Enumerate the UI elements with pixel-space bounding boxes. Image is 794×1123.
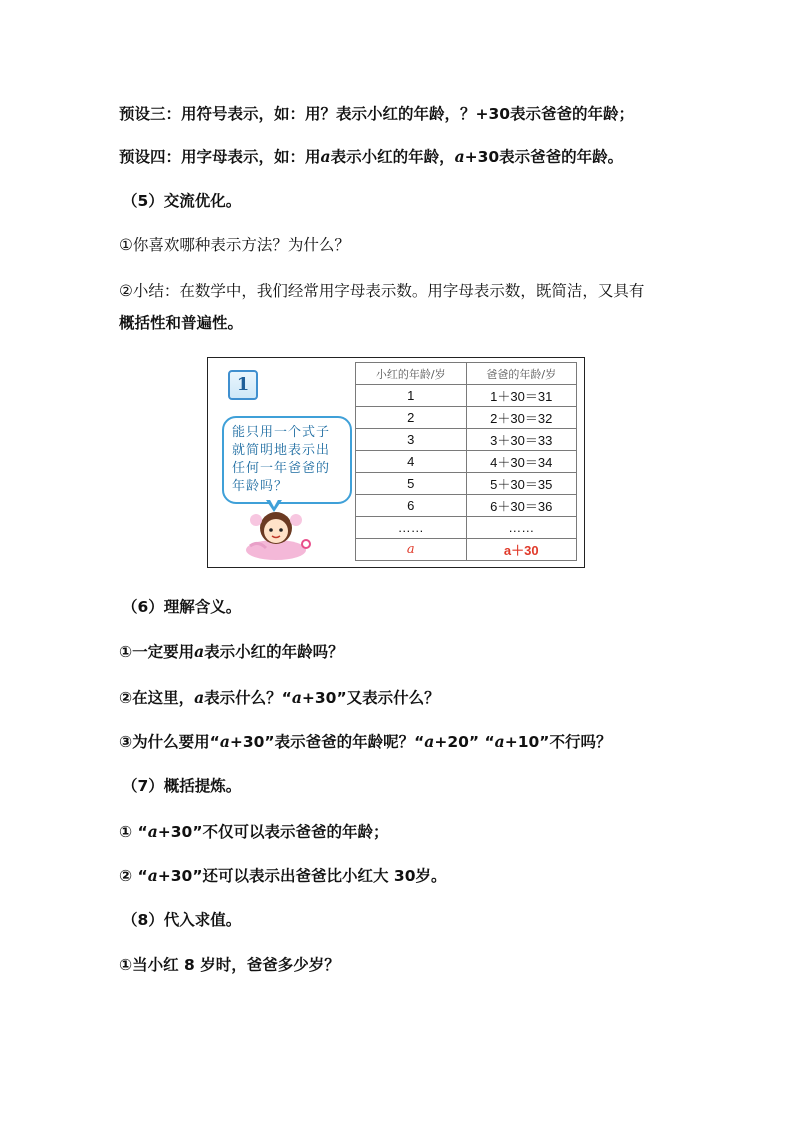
summary-line-cont: 概括性和普遍性。 <box>119 314 244 332</box>
question-substitute: ①当小红 8 岁时，爸爸多少岁？ <box>119 956 340 974</box>
table-cell: …… <box>356 517 467 539</box>
summary-point-2 <box>119 866 446 886</box>
summary-line: ②小结：在数学中，我们经常用字母表示数。用字母表示数，既简洁，又具有 <box>119 282 645 300</box>
table-row <box>356 429 577 451</box>
variable-a: a <box>147 822 158 841</box>
table-cell: 4 <box>356 451 467 473</box>
question-must-use-a <box>119 642 344 662</box>
bubble-line: 能只用一个式子 <box>232 425 331 440</box>
textbook-figure <box>207 357 585 568</box>
table-row <box>356 473 577 495</box>
text-segment: +30”又表示什么？ <box>301 689 440 707</box>
table-cell: 5＋30＝35 <box>466 473 577 495</box>
age-table <box>355 362 577 561</box>
table-row <box>356 517 577 539</box>
section-6-heading: （6）理解含义。 <box>122 598 242 616</box>
table-cell: 3 <box>356 429 467 451</box>
table-cell-expression: a＋30 <box>466 539 577 561</box>
bubble-line: 任何一年爸爸的 <box>232 461 331 476</box>
text-segment: ① “ <box>119 823 148 841</box>
table-cell: …… <box>466 517 577 539</box>
column-header: 爸爸的年龄/岁 <box>466 363 577 385</box>
table-cell: 2＋30＝32 <box>466 407 577 429</box>
text-segment: ② “ <box>119 867 148 885</box>
text-segment: ③为什么要用“ <box>119 733 220 751</box>
question-preference: ①你喜欢哪种表示方法？为什么？ <box>119 236 350 254</box>
table-cell: 1 <box>356 385 467 407</box>
text-segment: +20” “ <box>434 733 495 751</box>
table-row <box>356 385 577 407</box>
bubble-line: 年龄吗？ <box>232 479 289 494</box>
section-8-heading: （8）代入求值。 <box>122 911 242 929</box>
text-segment: 预设四：用字母表示，如：用 <box>119 148 321 166</box>
text-segment: +10”不行吗？ <box>504 733 612 751</box>
table-cell: 1＋30＝31 <box>466 385 577 407</box>
variable-a: a <box>194 688 205 707</box>
variable-a: a <box>147 866 158 885</box>
table-cell: 6＋30＝36 <box>466 495 577 517</box>
preset-three-line: 预设三：用符号表示，如：用？表示小红的年龄，？+30表示爸爸的年龄； <box>119 105 635 123</box>
text-segment: ①一定要用 <box>119 643 195 661</box>
speech-bubble <box>222 416 352 504</box>
table-header-row <box>356 363 577 385</box>
table-cell: 4＋30＝34 <box>466 451 577 473</box>
variable-a: a <box>219 732 230 751</box>
text-segment: +30”还可以表示出爸爸比小红大 30岁。 <box>157 867 447 885</box>
table-cell: 3＋30＝33 <box>466 429 577 451</box>
text-segment: 表示什么？“ <box>204 689 292 707</box>
variable-a: a <box>454 147 465 166</box>
table-row <box>356 495 577 517</box>
text-segment: 表示小红的年龄， <box>330 148 455 166</box>
table-row-variable <box>356 539 577 561</box>
variable-a: a <box>320 147 331 166</box>
variable-a: a <box>494 732 505 751</box>
text-segment: +30表示爸爸的年龄。 <box>464 148 624 166</box>
question-why-30 <box>119 732 611 752</box>
bubble-line: 就简明地表示出 <box>232 443 331 458</box>
column-header: 小红的年龄/岁 <box>356 363 467 385</box>
text-segment: +30”不仅可以表示爸爸的年龄； <box>157 823 389 841</box>
section-5-heading: （5）交流优化。 <box>122 192 242 210</box>
book-number-icon: 1 <box>228 370 258 400</box>
question-meaning <box>119 688 440 708</box>
text-segment: +30”表示爸爸的年龄呢？“ <box>229 733 425 751</box>
table-cell: 6 <box>356 495 467 517</box>
text-segment: ②在这里， <box>119 689 195 707</box>
table-row <box>356 407 577 429</box>
table-cell: 2 <box>356 407 467 429</box>
text-segment: 表示小红的年龄吗？ <box>204 643 344 661</box>
cartoon-girl-illustration <box>236 500 316 562</box>
table-cell: 5 <box>356 473 467 495</box>
summary-point-1 <box>119 822 389 842</box>
variable-a: a <box>291 688 302 707</box>
preset-four-line <box>119 147 623 167</box>
section-7-heading: （7）概括提炼。 <box>122 777 242 795</box>
variable-a: a <box>424 732 435 751</box>
variable-a: a <box>194 642 205 661</box>
table-row <box>356 451 577 473</box>
table-cell-variable: a <box>356 539 467 561</box>
